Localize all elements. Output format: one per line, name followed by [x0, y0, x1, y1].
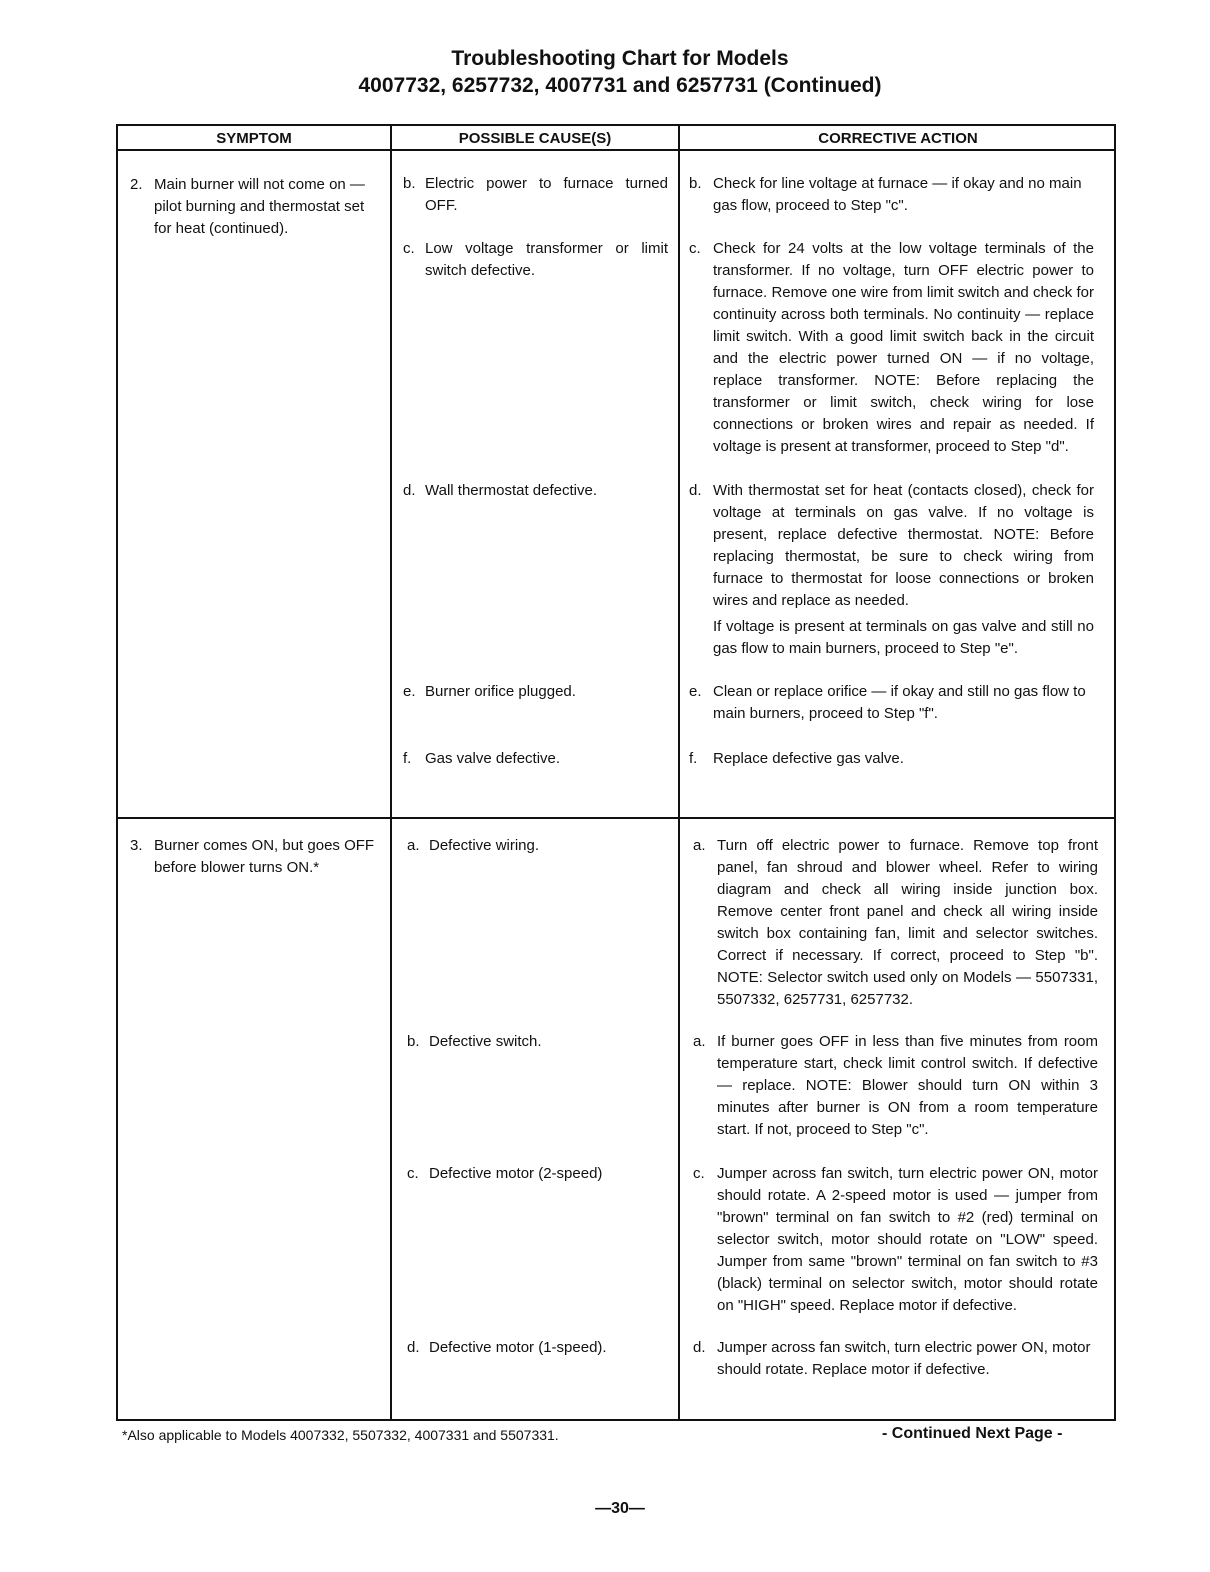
action-text: Check for line voltage at furnace — if okay and no main gas flow, proceed to Step "c".	[713, 175, 1082, 214]
cause-text: Gas valve defective.	[425, 750, 561, 767]
cause-3a	[407, 835, 669, 857]
action-text: With thermostat set for heat (contacts closed), check for voltage at terminals on gas valve. If no voltage is present, replace defective thermostat. NOTE: Before replacing thermostat, be sure to check wiring from furnace to thermostat for loose connections or broken wires and replace as needed.	[713, 482, 1094, 609]
action-text: Clean or replace orifice — if okay and still no gas flow to main burners, proceed to Step "f".	[713, 683, 1086, 722]
cause-text: Wall thermostat defective.	[425, 482, 598, 499]
symptom-2	[130, 174, 382, 240]
cause-label: e.	[403, 683, 416, 700]
cause-text: Defective motor (2-speed)	[429, 1165, 603, 1182]
action-label: a.	[693, 1033, 706, 1050]
cause-2e	[403, 681, 668, 703]
symptom-text: Main burner will not come on — pilot burning and thermostat set for heat (continued).	[154, 176, 365, 237]
action-2d	[689, 480, 1094, 660]
action-2c	[689, 238, 1094, 458]
action-3b	[693, 1031, 1098, 1141]
action-label: d.	[689, 482, 702, 499]
header-symptom: SYMPTOM	[118, 126, 390, 151]
action-3c	[693, 1163, 1098, 1317]
continued-next-page: - Continued Next Page -	[882, 1425, 1063, 1442]
cause-label: f.	[403, 750, 412, 767]
cause-3b	[407, 1031, 669, 1053]
action-3d	[693, 1337, 1098, 1381]
cause-2b	[403, 173, 668, 217]
cause-text: Defective switch.	[429, 1033, 542, 1050]
cause-text: Burner orifice plugged.	[425, 683, 576, 700]
cause-2f	[403, 748, 668, 770]
action-extra-text: If voltage is present at terminals on gas valve and still no gas flow to main burners, proceed to Step "e".	[713, 618, 1094, 657]
cause-text: Low voltage transformer or limit switch defective.	[425, 240, 668, 279]
title-line-2: 4007732, 6257732, 4007731 and 6257731 (Continued)	[358, 74, 882, 97]
cause-3c	[407, 1163, 669, 1185]
cause-label: a.	[407, 837, 420, 854]
header-corrective-action: CORRECTIVE ACTION	[680, 126, 1116, 151]
action-2e	[689, 681, 1094, 725]
page-title	[0, 46, 1210, 102]
row-divider	[118, 817, 1114, 819]
cause-2c	[403, 238, 668, 282]
action-label: b.	[689, 175, 702, 192]
symptom-number: 3.	[130, 837, 143, 854]
cause-label: c.	[403, 240, 415, 257]
cause-3d	[407, 1337, 669, 1359]
action-3a	[693, 835, 1098, 1011]
action-label: a.	[693, 837, 706, 854]
cause-label: d.	[403, 482, 416, 499]
symptom-text: Burner comes ON, but goes OFF before blower turns ON.*	[154, 837, 375, 876]
action-text: Check for 24 volts at the low voltage terminals of the transformer. If no voltage, turn OFF electric power to furnace. Remove one wire from limit switch and check for continuity across both terminals. No continuity — replace limit switch. With a good limit switch back in the circuit and the electric power turned ON — if no voltage, replace transformer. NOTE: Before replacing the transformer or limit switch, check wiring for lose connections or broken wires and repair as needed. If voltage is present at transformer, proceed to Step "d".	[713, 240, 1094, 455]
action-label: e.	[689, 683, 702, 700]
symptom-number: 2.	[130, 176, 143, 193]
action-text: Replace defective gas valve.	[713, 750, 904, 767]
cause-2d	[403, 480, 668, 502]
action-2b	[689, 173, 1094, 217]
cause-label: b.	[407, 1033, 420, 1050]
title-line-1: Troubleshooting Chart for Models	[451, 47, 789, 70]
action-label: f.	[689, 750, 698, 767]
action-2f	[689, 748, 1094, 770]
header-possible-causes: POSSIBLE CAUSE(S)	[392, 126, 678, 151]
troubleshooting-table	[116, 124, 1116, 1421]
column-divider	[390, 126, 392, 1419]
cause-label: c.	[407, 1165, 419, 1182]
symptom-3	[130, 835, 386, 879]
action-text: Jumper across fan switch, turn electric power ON, motor should rotate. Replace motor if defective.	[717, 1339, 1091, 1378]
page-number: —30—	[595, 1500, 645, 1517]
action-label: c.	[693, 1165, 705, 1182]
action-label: d.	[693, 1339, 706, 1356]
action-label: c.	[689, 240, 701, 257]
action-text: If burner goes OFF in less than five minutes from room temperature start, check limit control switch. If defective — replace. NOTE: Blower should turn ON within 3 minutes after burner is ON from a room temperature start. If not, proceed to Step "c".	[717, 1033, 1098, 1138]
column-divider	[678, 126, 680, 1419]
footnote: *Also applicable to Models 4007332, 5507332, 4007331 and 5507331.	[122, 1427, 559, 1443]
action-text: Turn off electric power to furnace. Remove top front panel, fan shroud and blower wheel. Refer to wiring diagram and check all wiring inside junction box. Remove center front panel and check all wiring inside switch box containing fan, limit and selector switches. Correct if necessary. If correct, proceed to Step "b". NOTE: Selector switch used only on Models — 5507331, 5507332, 6257731, 6257732.	[717, 837, 1098, 1008]
action-text: Jumper across fan switch, turn electric power ON, motor should rotate. A 2-speed motor is used — jumper from "brown" terminal on fan switch to #2 (red) terminal on selector switch, motor should rotate on "LOW" speed. Jumper from same "brown" terminal on fan switch to #3 (black) terminal on selector switch, motor should rotate on "HIGH" speed. Replace motor if defective.	[717, 1165, 1098, 1314]
cause-label: d.	[407, 1339, 420, 1356]
cause-text: Defective wiring.	[429, 837, 540, 854]
cause-label: b.	[403, 175, 416, 192]
cause-text: Defective motor (1-speed).	[429, 1339, 607, 1356]
cause-text: Electric power to furnace turned OFF.	[425, 175, 668, 214]
